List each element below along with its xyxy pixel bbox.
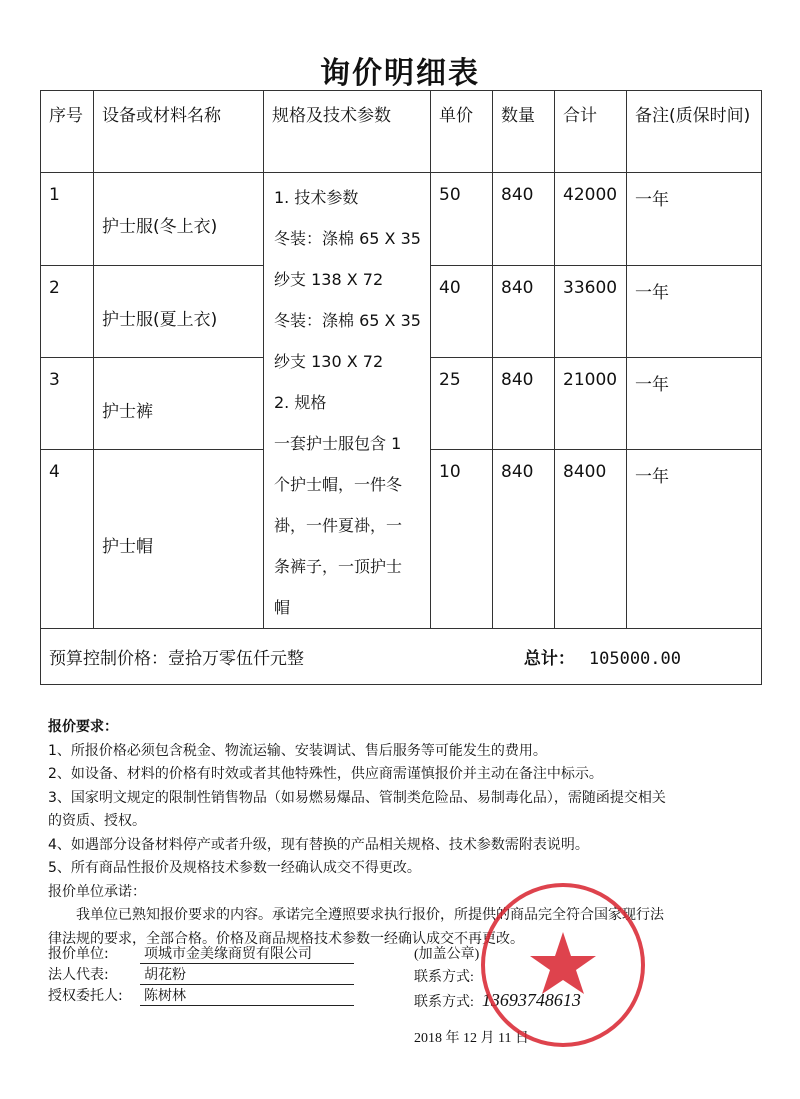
requirement-item: 5、所有商品性报价及规格技术参数一经确认成交不得更改。 (48, 860, 421, 876)
header-no: 序号 (41, 91, 94, 173)
spec-line: 冬装：涤棉 65 X 35 (274, 229, 421, 248)
budget-row (41, 629, 762, 685)
spec-line: 个护士帽，一件冬 (274, 475, 403, 494)
spec-line: 条裤子，一顶护士 (274, 557, 403, 576)
row-no: 3 (41, 358, 94, 450)
spec-line: 纱支 130 X 72 (274, 352, 384, 371)
unit-value: 项城市金美缘商贸有限公司 (140, 943, 354, 964)
row-name: 护士帽 (94, 449, 264, 628)
commitment-text: 我单位已熟知报价要求的内容。承诺完全遵照要求执行报价，所提供的商品完全符合国家现行法 (76, 907, 664, 923)
agent-field (48, 985, 354, 1006)
spec-line: 褂，一件夏褂，一 (274, 516, 403, 535)
row-name: 护士裤 (94, 358, 264, 450)
spec-line: 纱支 138 X 72 (274, 270, 384, 289)
spec-line: 冬装：涤棉 65 X 35 (274, 311, 421, 330)
spec-line: 2. 规格 (274, 393, 327, 412)
row-name: 护士服(夏上衣) (94, 265, 264, 358)
row-no: 1 (41, 173, 94, 266)
header-name: 设备或材料名称 (94, 91, 264, 173)
stamp-label: (加盖公章) (414, 947, 480, 962)
agent-value: 陈树林 (140, 985, 354, 1006)
inquiry-table (40, 90, 762, 685)
total-label: 总计： (523, 649, 575, 669)
commitment-text: 律法规的要求，全部合格。价格及商品规格技术参数一经确认成交不再更改。 (48, 930, 524, 947)
row-qty: 840 (493, 265, 555, 358)
contact-label: 联系方式: (414, 970, 474, 985)
row-price: 10 (431, 449, 493, 628)
row-no: 4 (41, 449, 94, 628)
legal-value: 胡花粉 (140, 964, 354, 985)
requirement-item: 1、所报价格必须包含税金、物流运输、安装调试、售后服务等可能发生的费用。 (48, 742, 547, 759)
header-spec: 规格及技术参数 (264, 91, 431, 173)
spec-line: 帽 (274, 598, 291, 617)
header-note: 备注(质保时间) (627, 91, 762, 173)
header-qty: 数量 (493, 91, 555, 173)
row-note: 一年 (627, 358, 762, 450)
table-row (41, 173, 762, 266)
spec-cell (264, 173, 431, 629)
date: 2018 年 12 月 11 日 (414, 1031, 529, 1046)
row-price: 40 (431, 265, 493, 358)
row-qty: 840 (493, 173, 555, 266)
row-qty: 840 (493, 358, 555, 450)
budget-text: 预算控制价格：壹拾万零伍仟元整 (49, 649, 304, 669)
row-total: 8400 (555, 449, 627, 628)
requirement-item: 3、国家明文规定的限制性销售物品（如易燃易爆品、管制类危险品、易制毒化品），需随函提交相关 (48, 789, 666, 806)
total-value: 105000.00 (588, 649, 681, 669)
commitment-heading: 报价单位承诺： (48, 883, 146, 900)
row-price: 25 (431, 358, 493, 450)
row-note: 一年 (627, 173, 762, 266)
requirement-item: 的资质、授权。 (48, 813, 146, 829)
row-price: 50 (431, 173, 493, 266)
table-header-row (41, 91, 762, 173)
header-price: 单价 (431, 91, 493, 173)
header-total: 合计 (555, 91, 627, 173)
row-note: 一年 (627, 265, 762, 358)
contact-label: 联系方式: (414, 995, 474, 1010)
unit-field (48, 943, 354, 964)
page-title: 询价明细表 (320, 56, 480, 91)
requirement-item: 4、如遇部分设备材料停产或者升级，现有替换的产品相关规格、技术参数需附表说明。 (48, 836, 589, 853)
row-total: 21000 (555, 358, 627, 450)
legal-label: 法人代表: (48, 967, 109, 983)
requirements-section (48, 716, 768, 951)
budget-cell (41, 629, 762, 685)
requirements-heading: 报价要求： (48, 719, 118, 735)
company-seal-icon (478, 880, 648, 1050)
spec-line: 一套护士服包含 1 (274, 434, 402, 453)
row-qty: 840 (493, 449, 555, 628)
row-total: 33600 (555, 265, 627, 358)
legal-rep-field (48, 964, 354, 985)
unit-label: 报价单位: (48, 946, 109, 962)
agent-label: 授权委托人: (48, 988, 123, 1004)
grand-total (524, 644, 681, 669)
row-name: 护士服(冬上衣) (94, 173, 264, 266)
requirement-item: 2、如设备、材料的价格有时效或者其他特殊性，供应商需谨慎报价并主动在备注中标示。 (48, 766, 603, 782)
row-note: 一年 (627, 449, 762, 628)
contact-phone: 13693748613 (481, 990, 581, 1010)
row-no: 2 (41, 265, 94, 358)
spec-line: 1. 技术参数 (274, 188, 359, 207)
row-total: 42000 (555, 173, 627, 266)
